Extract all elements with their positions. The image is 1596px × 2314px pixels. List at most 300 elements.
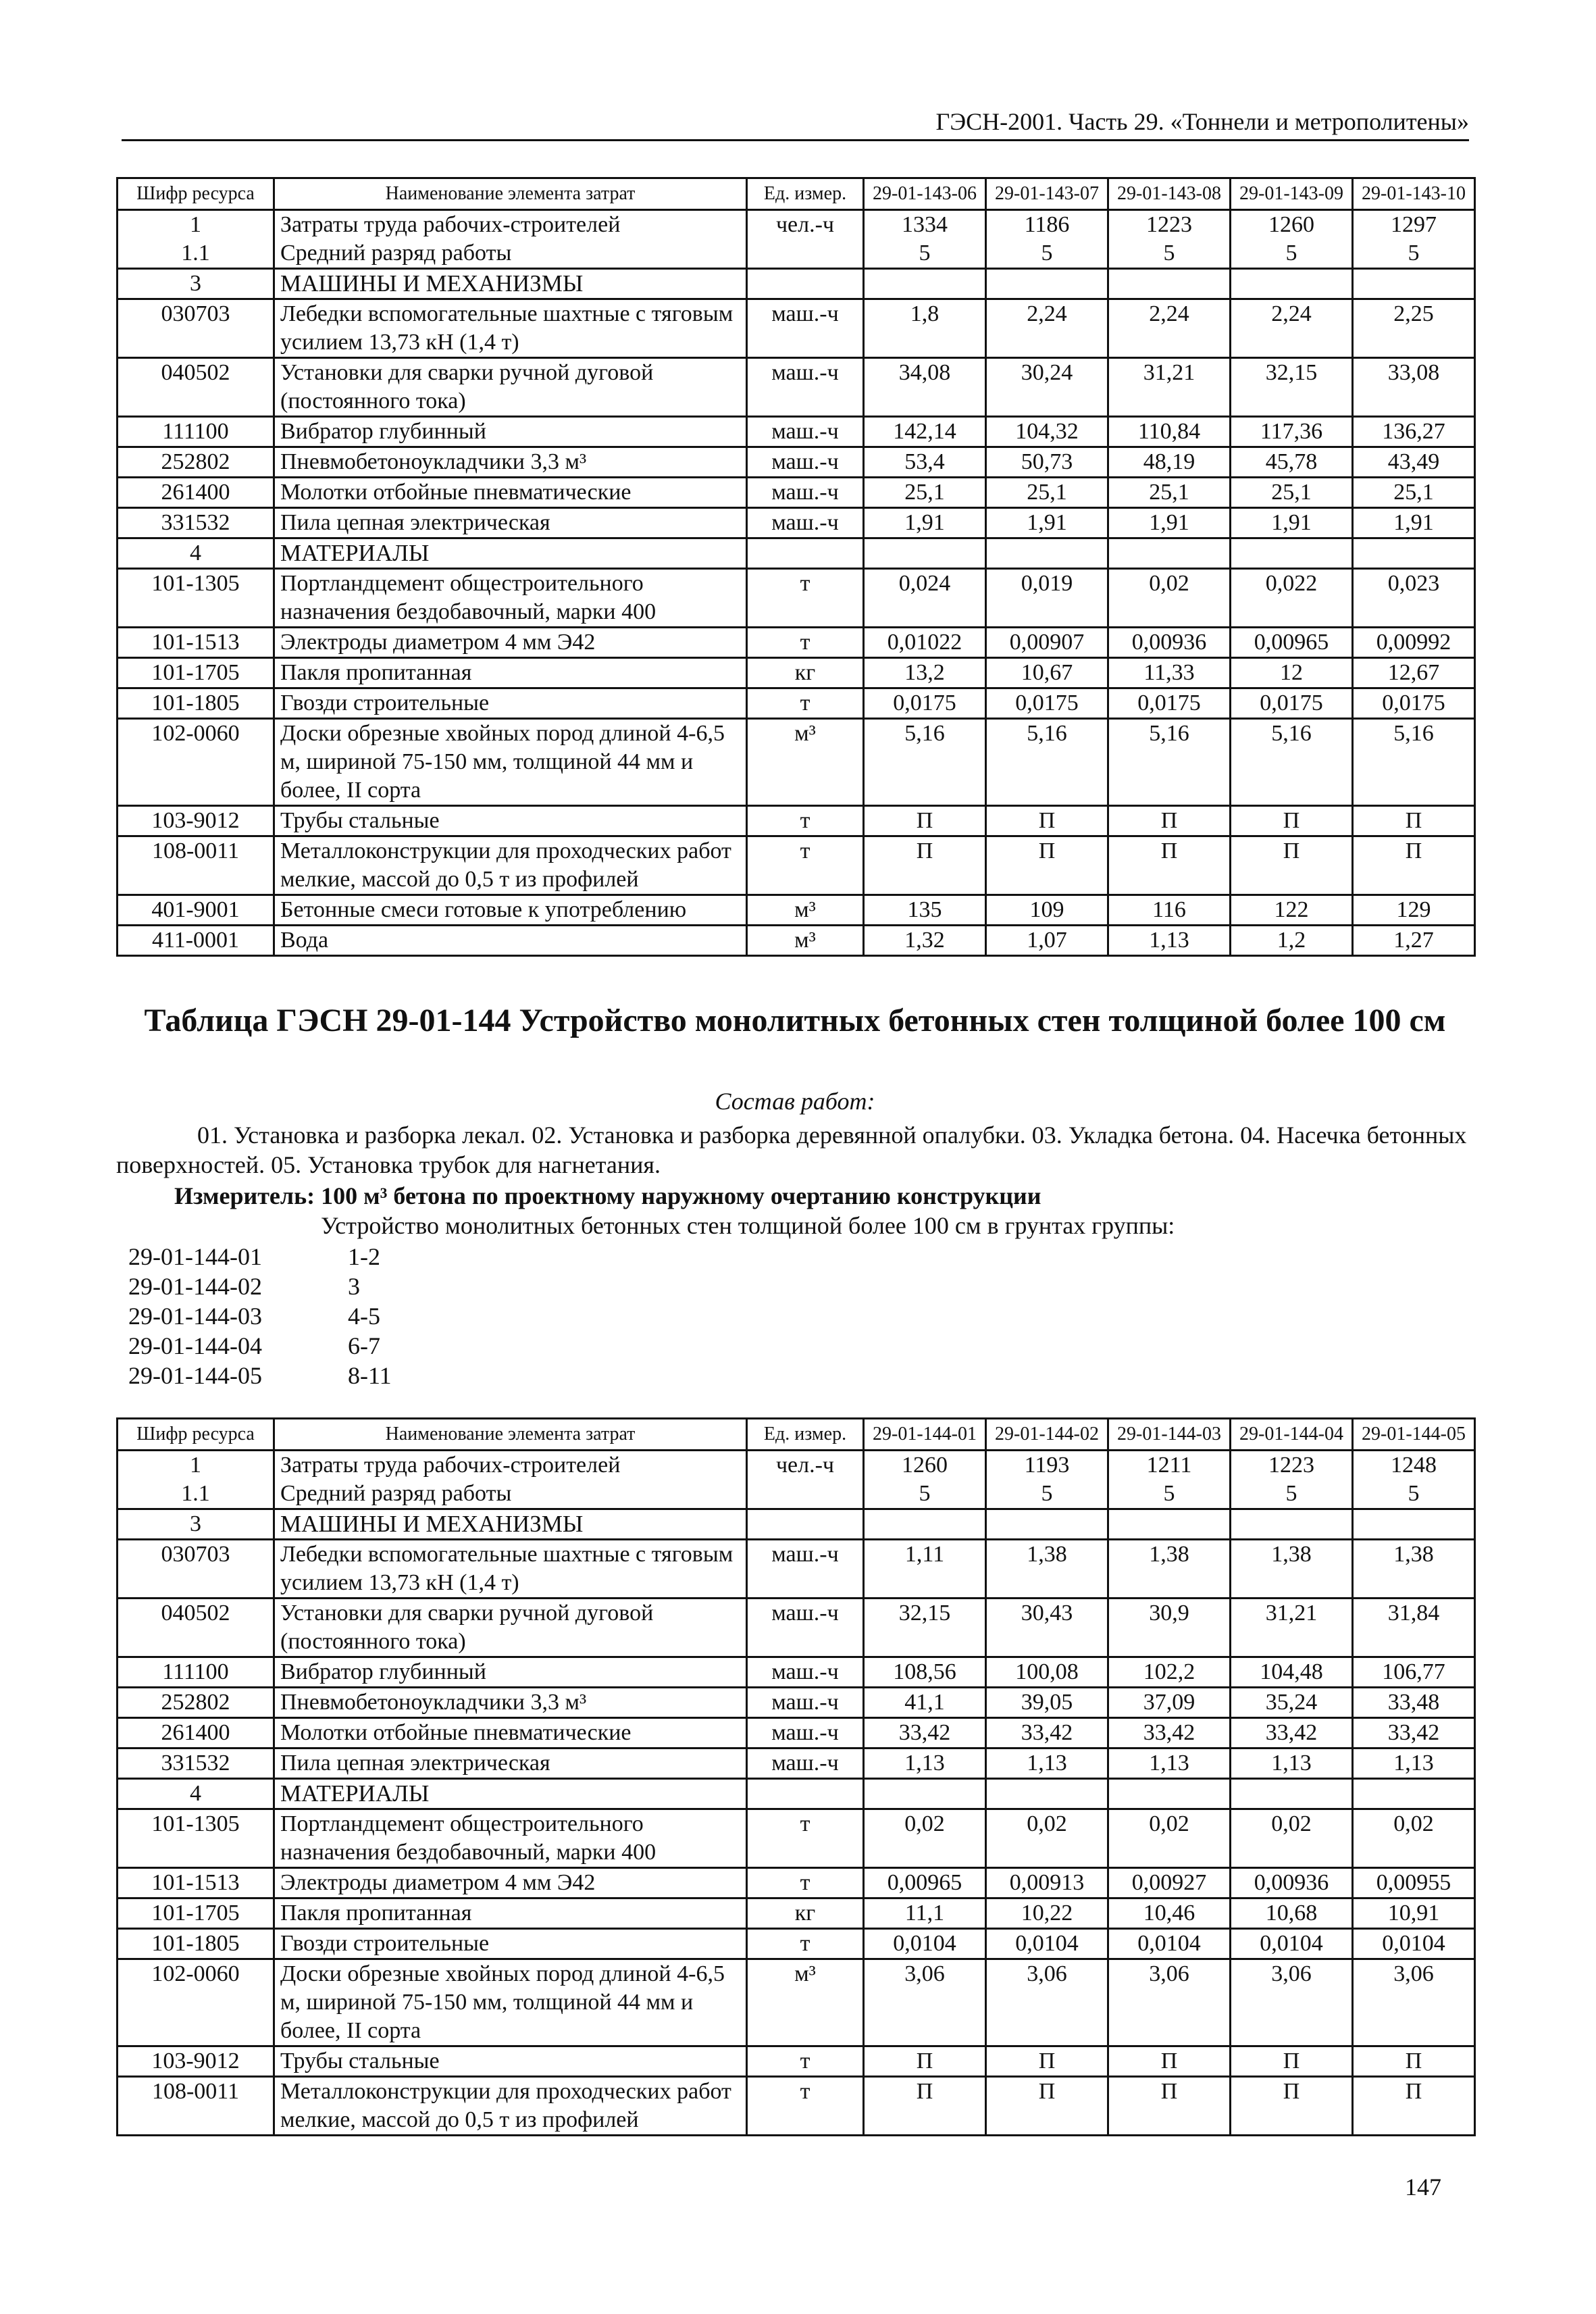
resource-value: 12	[1231, 658, 1353, 688]
resource-value: 1,32	[864, 926, 986, 956]
header-column: 29-01-144-04	[1231, 1419, 1353, 1451]
resource-value: 13,2	[864, 658, 986, 688]
resource-unit: т	[747, 1809, 864, 1868]
section-code: 3	[118, 1509, 274, 1540]
resource-unit: маш.-ч	[747, 1749, 864, 1779]
resource-value: 1334	[864, 210, 986, 240]
variant-code: 29-01-144-03	[128, 1303, 262, 1330]
header-column: 29-01-144-02	[986, 1419, 1108, 1451]
resource-name: Трубы стальные	[274, 806, 747, 836]
resource-value: 1,8	[864, 299, 986, 358]
resource-code: 108-0011	[118, 2077, 274, 2136]
resource-value: П	[1231, 2077, 1353, 2136]
resource-value: 33,42	[1231, 1718, 1353, 1749]
resource-value: 2,24	[1108, 299, 1231, 358]
table-row	[118, 1688, 1475, 1718]
variant-row	[128, 1301, 392, 1331]
resource-value: 1,11	[864, 1540, 986, 1599]
table-row	[118, 299, 1475, 358]
resource-value: 0,00936	[1231, 1868, 1353, 1898]
resource-value: 1,27	[1353, 926, 1475, 956]
table-row	[118, 926, 1475, 956]
resource-value: 5,16	[864, 719, 986, 806]
machines-section	[118, 1509, 1475, 1779]
resource-value: 5,16	[1231, 719, 1353, 806]
table-row	[118, 478, 1475, 508]
resource-value: 5	[986, 1480, 1108, 1509]
resource-value: 1297	[1353, 210, 1475, 240]
resource-value: 10,22	[986, 1898, 1108, 1929]
table-header-row	[118, 178, 1475, 210]
table-row	[118, 239, 1475, 269]
resource-code: 111100	[118, 1657, 274, 1688]
resource-value: 108,56	[864, 1657, 986, 1688]
resource-value: 50,73	[986, 447, 1108, 478]
resource-value: 1,91	[986, 508, 1108, 538]
resource-code: 331532	[118, 1749, 274, 1779]
resource-unit: маш.-ч	[747, 358, 864, 417]
resource-value: 25,1	[864, 478, 986, 508]
resource-unit: т	[747, 1929, 864, 1959]
resource-value: 2,25	[1353, 299, 1475, 358]
resource-value: 30,43	[986, 1599, 1108, 1657]
table-row	[118, 806, 1475, 836]
resource-value: П	[1108, 2077, 1231, 2136]
resource-value: 5	[1353, 239, 1475, 269]
resource-name: Пневмобетоноукладчики 3,3 м³	[274, 447, 747, 478]
variant-row	[128, 1361, 392, 1390]
resource-value: 45,78	[1231, 447, 1353, 478]
variants-intro: Устройство монолитных бетонных стен толщиной более 100 см в грунтах группы:	[321, 1212, 1175, 1239]
resource-value: 1,91	[1231, 508, 1353, 538]
resource-name: Вибратор глубинный	[274, 417, 747, 447]
resource-name: Установки для сварки ручной дуговой (постоянного тока)	[274, 358, 747, 417]
resource-value: 30,24	[986, 358, 1108, 417]
empty-cell	[1353, 269, 1475, 299]
resource-value: 0,024	[864, 569, 986, 628]
resource-value: 5	[864, 239, 986, 269]
resource-code: 1	[118, 1451, 274, 1480]
resource-unit: кг	[747, 658, 864, 688]
header-code: Шифр ресурса	[118, 178, 274, 210]
resource-value: 10,68	[1231, 1898, 1353, 1929]
resource-unit: т	[747, 569, 864, 628]
resource-value: 0,00913	[986, 1868, 1108, 1898]
table-title: Таблица ГЭСН 29-01-144 Устройство монолитных бетонных стен толщиной более 100 см	[144, 1003, 1446, 1038]
resource-unit	[747, 239, 864, 269]
empty-cell	[864, 1509, 986, 1540]
section-code: 4	[118, 1779, 274, 1809]
labor-section	[118, 1451, 1475, 1509]
header-unit: Ед. измер.	[747, 178, 864, 210]
table-row	[118, 447, 1475, 478]
resource-unit: маш.-ч	[747, 1657, 864, 1688]
resource-value: 35,24	[1231, 1688, 1353, 1718]
resource-value: 2,24	[1231, 299, 1353, 358]
variant-code: 29-01-144-05	[128, 1362, 262, 1389]
empty-cell	[864, 269, 986, 299]
resource-name: Пакля пропитанная	[274, 1898, 747, 1929]
header-column: 29-01-144-01	[864, 1419, 986, 1451]
resource-value: 117,36	[1231, 417, 1353, 447]
resource-value: 0,01022	[864, 628, 986, 658]
resource-name: Молотки отбойные пневматические	[274, 478, 747, 508]
section-code: 3	[118, 269, 274, 299]
resource-unit: т	[747, 2077, 864, 2136]
resource-code: 252802	[118, 447, 274, 478]
table-row	[118, 1451, 1475, 1480]
table-row	[118, 1959, 1475, 2046]
table-row	[118, 628, 1475, 658]
resource-value: П	[864, 806, 986, 836]
resource-value: П	[1231, 836, 1353, 895]
resource-code: 1.1	[118, 239, 274, 269]
resource-code: 1.1	[118, 1480, 274, 1509]
resource-unit: т	[747, 806, 864, 836]
resource-name: Металлоконструкции для проходческих работ мелкие, массой до 0,5 т из профилей	[274, 836, 747, 895]
variant-code: 29-01-144-01	[128, 1243, 262, 1270]
table-row	[118, 1749, 1475, 1779]
table-row	[118, 1657, 1475, 1688]
resource-name: Металлоконструкции для проходческих работ мелкие, массой до 0,5 т из профилей	[274, 2077, 747, 2136]
table-row	[118, 358, 1475, 417]
resource-code: 331532	[118, 508, 274, 538]
resource-value: 53,4	[864, 447, 986, 478]
resource-code: 103-9012	[118, 2046, 274, 2077]
resource-value: 1,38	[986, 1540, 1108, 1599]
header-column: 29-01-143-08	[1108, 178, 1231, 210]
resource-unit: чел.-ч	[747, 1451, 864, 1480]
empty-cell	[864, 538, 986, 569]
resource-code: 040502	[118, 1599, 274, 1657]
resource-value: 11,1	[864, 1898, 986, 1929]
resource-unit: маш.-ч	[747, 447, 864, 478]
table-row	[118, 1809, 1475, 1868]
header-name: Наименование элемента затрат	[274, 178, 747, 210]
resource-value: 34,08	[864, 358, 986, 417]
resource-value: 0,00955	[1353, 1868, 1475, 1898]
empty-cell	[986, 538, 1108, 569]
resource-value: 39,05	[986, 1688, 1108, 1718]
resource-code: 103-9012	[118, 806, 274, 836]
empty-cell	[1231, 269, 1353, 299]
composition-text: 01. Установка и разборка лекал. 02. Установка и разборка деревянной опалубки. 03. Укладка бетона. 04. Насечка бетонных поверхностей. 05. Установка трубок для нагнетания.	[116, 1122, 1467, 1178]
empty-cell	[1108, 1509, 1231, 1540]
resource-unit: чел.-ч	[747, 210, 864, 240]
resource-value: 33,42	[864, 1718, 986, 1749]
resource-value: П	[1353, 2077, 1475, 2136]
resource-value: 12,67	[1353, 658, 1475, 688]
resource-value: 1260	[1231, 210, 1353, 240]
header-column: 29-01-143-06	[864, 178, 986, 210]
resource-code: 040502	[118, 358, 274, 417]
table-row	[118, 1480, 1475, 1509]
resource-value: 1223	[1231, 1451, 1353, 1480]
resource-unit: т	[747, 2046, 864, 2077]
resource-name: Пневмобетоноукладчики 3,3 м³	[274, 1688, 747, 1718]
resource-value: 31,84	[1353, 1599, 1475, 1657]
resource-value: 0,02	[1108, 569, 1231, 628]
resource-code: 411-0001	[118, 926, 274, 956]
empty-cell	[747, 269, 864, 299]
resource-code: 111100	[118, 417, 274, 447]
resource-name: Затраты труда рабочих-строителей	[274, 210, 747, 240]
table-row	[118, 2046, 1475, 2077]
resource-name: Гвозди строительные	[274, 688, 747, 719]
resource-value: 30,9	[1108, 1599, 1231, 1657]
section-title: МАШИНЫ И МЕХАНИЗМЫ	[274, 1509, 747, 1540]
resource-unit: маш.-ч	[747, 478, 864, 508]
section-heading-row	[118, 538, 1475, 569]
resource-value: 32,15	[1231, 358, 1353, 417]
resource-code: 261400	[118, 1718, 274, 1749]
resource-value: 1,13	[986, 1749, 1108, 1779]
resource-code: 102-0060	[118, 719, 274, 806]
resource-value: П	[1353, 806, 1475, 836]
variant-group: 8-11	[348, 1362, 392, 1389]
composition-title: Состав работ:	[715, 1088, 875, 1115]
resource-code: 401-9001	[118, 895, 274, 926]
resource-unit: т	[747, 836, 864, 895]
resource-value: 136,27	[1353, 417, 1475, 447]
resource-code: 1	[118, 210, 274, 240]
section-heading-row	[118, 1509, 1475, 1540]
resource-code: 030703	[118, 1540, 274, 1599]
resource-value: 122	[1231, 895, 1353, 926]
variant-row	[128, 1242, 392, 1272]
resource-name: Молотки отбойные пневматические	[274, 1718, 747, 1749]
labor-section	[118, 210, 1475, 269]
resource-value: 1211	[1108, 1451, 1231, 1480]
resource-code: 101-1305	[118, 569, 274, 628]
resource-value: 5	[1231, 1480, 1353, 1509]
resource-value: 48,19	[1108, 447, 1231, 478]
resource-value: 0,0175	[1108, 688, 1231, 719]
resource-value: 2,24	[986, 299, 1108, 358]
resource-value: 1,91	[864, 508, 986, 538]
resource-value: 0,02	[986, 1809, 1108, 1868]
resource-unit: м³	[747, 1959, 864, 2046]
resource-value: 0,0104	[864, 1929, 986, 1959]
resource-value: 41,1	[864, 1688, 986, 1718]
table-row	[118, 569, 1475, 628]
resource-value: 5	[864, 1480, 986, 1509]
empty-cell	[1108, 538, 1231, 569]
resource-unit: м³	[747, 719, 864, 806]
resource-value: 0,02	[1353, 1809, 1475, 1868]
resource-value: 0,0175	[1231, 688, 1353, 719]
header-column: 29-01-144-05	[1353, 1419, 1475, 1451]
resource-value: 3,06	[1108, 1959, 1231, 2046]
resource-value: 135	[864, 895, 986, 926]
section-title: МАТЕРИАЛЫ	[274, 538, 747, 569]
empty-cell	[1353, 1779, 1475, 1809]
resource-unit: маш.-ч	[747, 299, 864, 358]
empty-cell	[1353, 538, 1475, 569]
resource-value: 10,91	[1353, 1898, 1475, 1929]
resource-value: 1,13	[1108, 926, 1231, 956]
table-row	[118, 895, 1475, 926]
resource-code: 101-1513	[118, 1868, 274, 1898]
empty-cell	[1231, 1509, 1353, 1540]
resource-name: Установки для сварки ручной дуговой (постоянного тока)	[274, 1599, 747, 1657]
resource-value: 1260	[864, 1451, 986, 1480]
materials-section	[118, 1779, 1475, 2136]
resource-value: 1,07	[986, 926, 1108, 956]
empty-cell	[1108, 269, 1231, 299]
resource-value: 100,08	[986, 1657, 1108, 1688]
resource-value: 0,0175	[864, 688, 986, 719]
variant-code: 29-01-144-02	[128, 1273, 262, 1300]
resource-code: 102-0060	[118, 1959, 274, 2046]
resource-value: 0,023	[1353, 569, 1475, 628]
section-title: МАШИНЫ И МЕХАНИЗМЫ	[274, 269, 747, 299]
resource-unit: м³	[747, 895, 864, 926]
resource-name: Гвозди строительные	[274, 1929, 747, 1959]
variant-row	[128, 1331, 392, 1361]
empty-cell	[747, 1779, 864, 1809]
resource-value: 5	[1108, 1480, 1231, 1509]
header-unit: Ед. измер.	[747, 1419, 864, 1451]
header-name: Наименование элемента затрат	[274, 1419, 747, 1451]
resource-value: 0,00936	[1108, 628, 1231, 658]
resource-value: 1,2	[1231, 926, 1353, 956]
resource-code: 101-1805	[118, 688, 274, 719]
resource-value: 1,38	[1108, 1540, 1231, 1599]
resource-value: 0,019	[986, 569, 1108, 628]
variant-group: 3	[348, 1273, 360, 1300]
resource-value: П	[986, 836, 1108, 895]
resource-name: Затраты труда рабочих-строителей	[274, 1451, 747, 1480]
resource-code: 101-1705	[118, 658, 274, 688]
resource-value: 1,13	[864, 1749, 986, 1779]
resource-value: 33,42	[1353, 1718, 1475, 1749]
section-code: 4	[118, 538, 274, 569]
resource-code: 101-1705	[118, 1898, 274, 1929]
resource-value: П	[1353, 2046, 1475, 2077]
resource-name: Пакля пропитанная	[274, 658, 747, 688]
resource-name: Пила цепная электрическая	[274, 1749, 747, 1779]
resource-value: П	[1353, 836, 1475, 895]
resource-value: 0,022	[1231, 569, 1353, 628]
resource-value: П	[986, 2046, 1108, 2077]
resource-value: 1,38	[1353, 1540, 1475, 1599]
empty-cell	[1231, 1779, 1353, 1809]
resource-value: 43,49	[1353, 447, 1475, 478]
resource-value: 0,0104	[1108, 1929, 1231, 1959]
resource-unit: маш.-ч	[747, 1599, 864, 1657]
resource-unit: м³	[747, 926, 864, 956]
resource-value: 1,38	[1231, 1540, 1353, 1599]
resource-value: 33,42	[986, 1718, 1108, 1749]
resource-value: 5,16	[1353, 719, 1475, 806]
resource-value: П	[864, 836, 986, 895]
resource-value: П	[986, 806, 1108, 836]
table-row	[118, 2077, 1475, 2136]
resource-value: 1,13	[1231, 1749, 1353, 1779]
resource-unit: т	[747, 688, 864, 719]
table-row	[118, 1718, 1475, 1749]
header-column: 29-01-144-03	[1108, 1419, 1231, 1451]
header-column: 29-01-143-09	[1231, 178, 1353, 210]
variant-code: 29-01-144-04	[128, 1332, 262, 1359]
resource-value: 1,91	[1108, 508, 1231, 538]
resource-name: Бетонные смеси готовые к употреблению	[274, 895, 747, 926]
resource-value: 5	[1231, 239, 1353, 269]
empty-cell	[986, 269, 1108, 299]
resource-value: П	[1108, 2046, 1231, 2077]
resource-table-143	[116, 177, 1476, 957]
resource-value: 0,0175	[1353, 688, 1475, 719]
resource-code: 101-1305	[118, 1809, 274, 1868]
resource-value: 3,06	[864, 1959, 986, 2046]
resource-value: 31,21	[1231, 1599, 1353, 1657]
resource-value: 0,0104	[986, 1929, 1108, 1959]
resource-value: 5	[986, 239, 1108, 269]
resource-name: Вода	[274, 926, 747, 956]
resource-name: Вибратор глубинный	[274, 1657, 747, 1688]
resource-unit: маш.-ч	[747, 1688, 864, 1718]
empty-cell	[864, 1779, 986, 1809]
resource-value: 25,1	[1353, 478, 1475, 508]
resource-value: 25,1	[1231, 478, 1353, 508]
resource-unit: маш.-ч	[747, 1540, 864, 1599]
resource-value: 0,00965	[864, 1868, 986, 1898]
resource-value: 5	[1108, 239, 1231, 269]
resource-value: 1193	[986, 1451, 1108, 1480]
header-code: Шифр ресурса	[118, 1419, 274, 1451]
section-title: МАТЕРИАЛЫ	[274, 1779, 747, 1809]
resource-value: 33,48	[1353, 1688, 1475, 1718]
resource-unit	[747, 1480, 864, 1509]
resource-value: 0,0175	[986, 688, 1108, 719]
resource-value: 5	[1353, 1480, 1475, 1509]
resource-name: Доски обрезные хвойных пород длиной 4-6,5 м, шириной 75-150 мм, толщиной 44 мм и более, II сорта	[274, 719, 747, 806]
resource-unit: т	[747, 628, 864, 658]
resource-value: 3,06	[986, 1959, 1108, 2046]
table-row	[118, 1929, 1475, 1959]
header-column: 29-01-143-10	[1353, 178, 1475, 210]
resource-value: П	[1108, 806, 1231, 836]
empty-cell	[1353, 1509, 1475, 1540]
variant-row	[128, 1272, 392, 1301]
resource-value: П	[1231, 806, 1353, 836]
table-row	[118, 836, 1475, 895]
resource-value: 5,16	[986, 719, 1108, 806]
resource-value: 1248	[1353, 1451, 1475, 1480]
resource-value: 10,67	[986, 658, 1108, 688]
table-row	[118, 688, 1475, 719]
resource-value: 109	[986, 895, 1108, 926]
resource-value: 0,00907	[986, 628, 1108, 658]
resource-name: Электроды диаметром 4 мм Э42	[274, 1868, 747, 1898]
table-row	[118, 719, 1475, 806]
table-header-row	[118, 1419, 1475, 1451]
resource-value: 116	[1108, 895, 1231, 926]
resource-name: Трубы стальные	[274, 2046, 747, 2077]
resource-value: 1,13	[1353, 1749, 1475, 1779]
resource-code: 030703	[118, 299, 274, 358]
section-heading-row	[118, 1779, 1475, 1809]
empty-cell	[747, 538, 864, 569]
table-row	[118, 1868, 1475, 1898]
resource-name: Доски обрезные хвойных пород длиной 4-6,5 м, шириной 75-150 мм, толщиной 44 мм и более, II сорта	[274, 1959, 747, 2046]
resource-value: 1,13	[1108, 1749, 1231, 1779]
resource-value: 106,77	[1353, 1657, 1475, 1688]
empty-cell	[1108, 1779, 1231, 1809]
resource-code: 252802	[118, 1688, 274, 1718]
resource-unit: кг	[747, 1898, 864, 1929]
